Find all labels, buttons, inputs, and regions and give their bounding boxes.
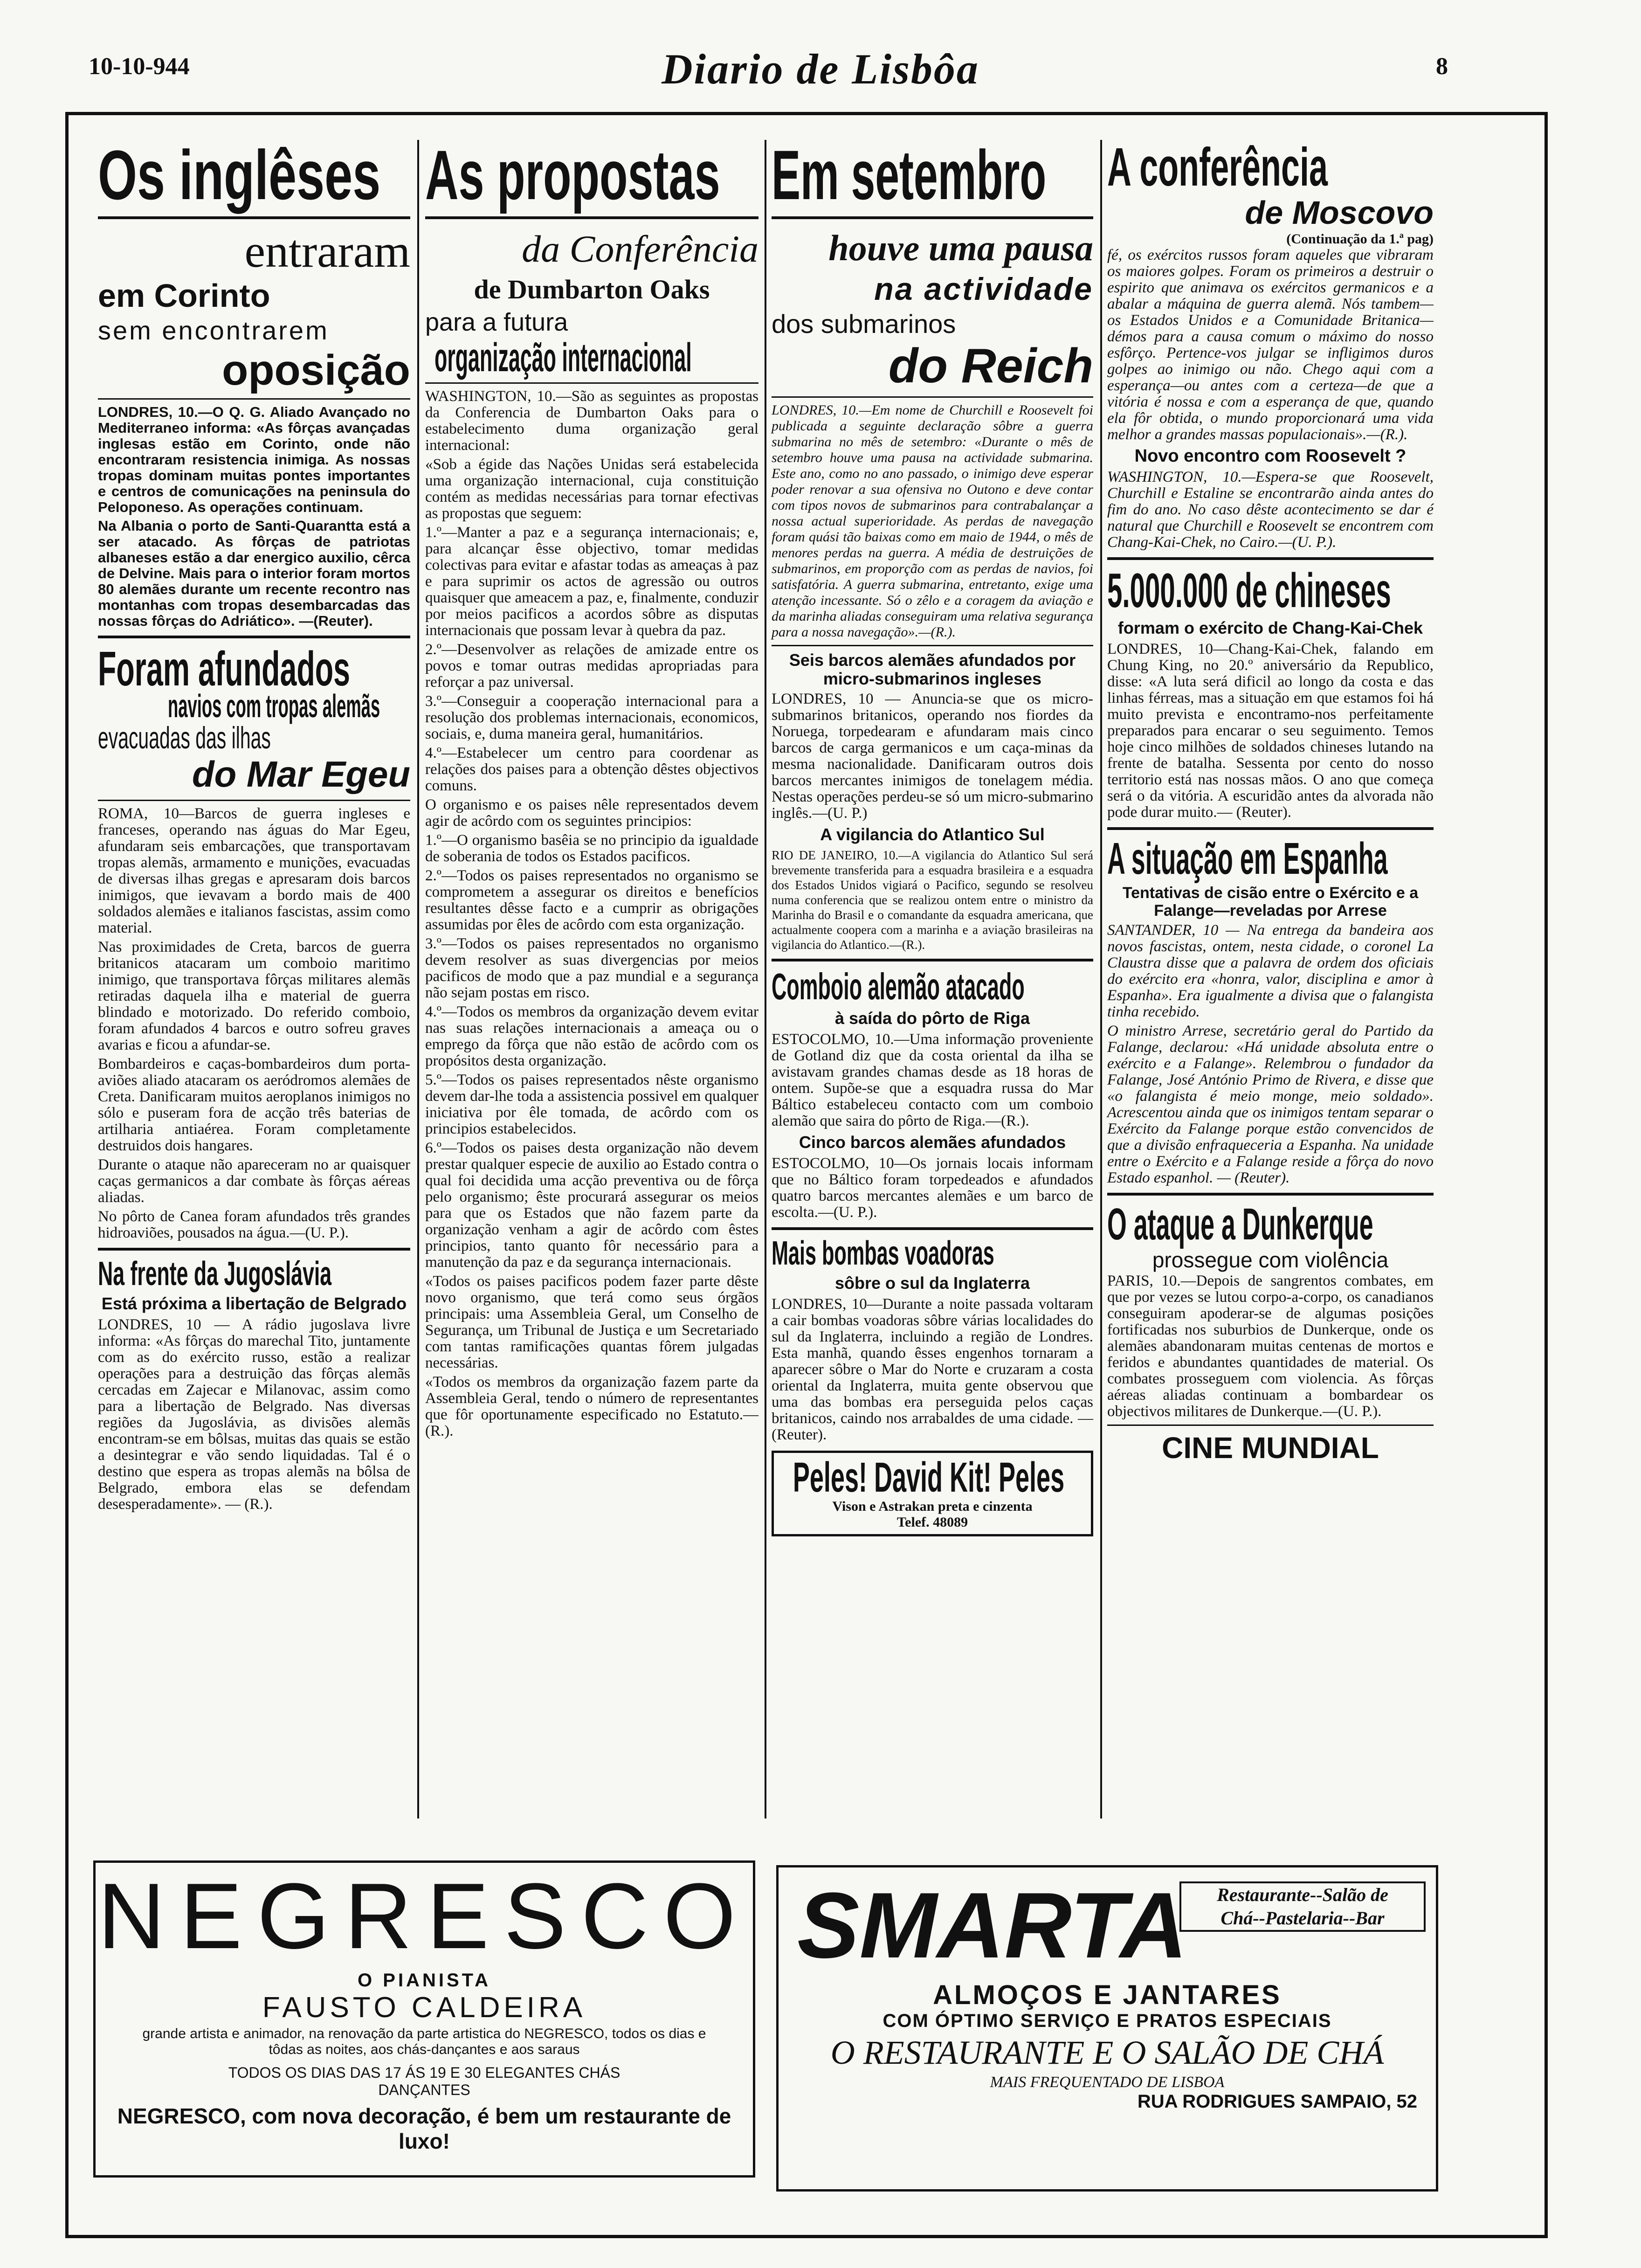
smarta-line-2: COM ÓPTIMO SERVIÇO E PRATOS ESPECIAIS bbox=[883, 2011, 1332, 2031]
peles-ad-title: Peles! David Kit! Peles bbox=[793, 1454, 1065, 1501]
page-number: 8 bbox=[1436, 53, 1448, 80]
peles-ad bbox=[772, 1451, 1093, 1536]
headline-pausa: houve uma pausa bbox=[828, 228, 1093, 268]
headline-submarinos: dos submarinos bbox=[772, 309, 956, 339]
article-paragraph: «Sob a égide das Nações Unidas será estabelecida uma organização internacional, cuja constituição contém as medidas necessárias para tornar efectivas as propostas que seguem: bbox=[425, 456, 758, 522]
article-paragraph: 6.º—Todos os paises desta organização não devem prestar qualquer especie de auxilio ao Estado contra o qual foi decidida uma acção preventiva ou de fôrça pelo organismo; êste procurará assegurar os meios para que os Estados que não fazem parte da organização venham a agir de acôrdo com êstes principios, tanto quanto fôr necessário para a manutenção da paz e da segurança internacionais. bbox=[425, 1140, 758, 1271]
negresco-line-5: NEGRESCO, com nova decoração, é bem um restaurante de luxo! bbox=[117, 2104, 731, 2153]
masthead bbox=[0, 44, 1641, 100]
subheadline-inglaterra: sôbre o sul da Inglaterra bbox=[834, 1273, 1030, 1293]
article-paragraph: RIO DE JANEIRO, 10.—A vigilancia do Atlantico Sul será brevemente transferida para a esquadra brasileira e a esquadra dos Estados Unidos vigiará o Pacifico, segundo se resolveu numa conferencia que se realizou ontem entre o ministro da Marinha do Brasil e o comandante da esquadra americana, que actualmente coopera com a marinha e a aviação brasileiras na vigilancia do Atlantico.—(R.). bbox=[772, 848, 1093, 952]
headline-jugoslavia: Na frente da Jugoslávia bbox=[98, 1255, 332, 1293]
article-paragraph: 3.º—Todos os paises representados no organismo devem resolver as suas divergencias por meios pacificos de modo que a paz mundial e a segurança não sejam postas em risco. bbox=[425, 935, 758, 1001]
smarta-line-5: RUA RODRIGUES SAMPAIO, 52 bbox=[1137, 2091, 1417, 2112]
column-rule bbox=[417, 140, 419, 1819]
headline-moscovo: de Moscovo bbox=[1245, 194, 1434, 231]
column-4 bbox=[1107, 137, 1434, 1465]
article-paragraph: 4.º—Estabelecer um centro para coordenar as relações dos paises para a obtenção dêstes objectivos comuns. bbox=[425, 745, 758, 794]
headline-dunkerque: O ataque a Dunkerque bbox=[1107, 1199, 1373, 1249]
article-paragraph: «Todos os membros da organização fazem parte da Assembleia Geral, tendo o número de representantes que fôr oportunamente especificado no Estatuto.—(R.). bbox=[425, 1374, 758, 1439]
negresco-line-3: grande artista e animador, na renovação da parte artistica do NEGRESCO, todos os dias e tôdas as noites, aos chás-dançantes e aos saraus bbox=[142, 2026, 706, 2057]
headline-ingleses: Os inglêses bbox=[98, 136, 381, 214]
article-paragraph: LONDRES, 10—Chang-Kai-Chek, falando em Chung King, no 20.º aniversário da Republico, disse: «A luta será dificil ao longo da costa e das linhas férreas, mas a situação em que estamos foi há muito prevista e encontramo-nos perfeitamente preparados para encarar o seu seguimento. Temos hoje cinco milhões de soldados chineses lutando na frente de batalha. Sessenta por cento do nosso territorio está nas nossas mãos. O ano que começa será o da vitória. A escuridão antes da alvorada não pode durar muito.— (Reuter). bbox=[1107, 641, 1434, 821]
headline-reich: do Reich bbox=[888, 339, 1093, 393]
headline-actividade: na actividade bbox=[874, 271, 1093, 307]
article-paragraph: 2.º—Todos os paises representados no organismo se comprometem a assegurar os direitos e benefícios resultantes dêsse facto e a cumprir as obrigações assumidas por êles de acôrdo com esta organização. bbox=[425, 867, 758, 933]
issue-date: 10-10-944 bbox=[89, 53, 190, 80]
article-paragraph: PARIS, 10.—Depois de sangrentos combates, em que por vezes se lutou corpo-a-corpo, os canadianos conseguiram apoderar-se de algumas posições fortificadas nos suburbios de Dunkerque, onde os alemães abandonaram muitas centenas de mortos e feridos e abundantes quantidades de material. Os combates prosseguem com violencia. As fôrças aéreas aliadas continuam a bombardear os objectivos militares de Dunkerque.—(U. P.). bbox=[1107, 1272, 1434, 1420]
peles-ad-phone: Telef. 48089 bbox=[896, 1514, 968, 1530]
headline-bombas: Mais bombas voadoras bbox=[772, 1235, 994, 1272]
column-rule bbox=[1100, 140, 1102, 1819]
headline-chineses: 5.000.000 de chineses bbox=[1107, 564, 1391, 618]
headline-evacuadas: evacuadas das ilhas bbox=[98, 720, 271, 755]
negresco-name: NEGRESCO bbox=[97, 1864, 751, 1968]
article-paragraph: SANTANDER, 10 — Na entrega da bandeira aos novos fascistas, ontem, nesta cidade, o coronel La Claustra disse que a palavra de ordem dos oficiais do exército era «honra, valor, disciplina e amor à Espanha». Era igualmente a divisa que o falangista tinha recebido. bbox=[1107, 922, 1434, 1020]
headline-encontrarem: sem encontrarem bbox=[98, 316, 329, 345]
headline-dumbarton: de Dumbarton Oaks bbox=[474, 274, 710, 304]
headline-organizacao: organização internacional bbox=[434, 335, 692, 380]
article-paragraph: LONDRES, 10—Durante a noite passada voltaram a cair bombas voadoras sôbre várias localidades do sul da Inglaterra, incluindo a região de Londres. Esta manhã, quando êsses engenhos tornaram a aparecer sôbre o Mar do Norte e cruzaram a costa oriental da Inglaterra, muita gente observou que uma das bombas era perseguida pelos caças britanicos, caindo nos arrabaldes de uma cidade. —(Reuter). bbox=[772, 1296, 1093, 1443]
column-2 bbox=[425, 136, 759, 1442]
smarta-line-1: ALMOÇOS E JANTARES bbox=[933, 1980, 1282, 2010]
article-paragraph: LONDRES, 10 — Anuncia-se que os micro-submarinos britanicos, operando nos fiordes da Noruega, torpedearam e afundaram mais cinco barcos de carga germanicos e um caça-minas da mesma nacionalidade. Danificaram outros dois barcos mercantes inimigos de tonelagem média. Nestas operações perdeu-se só um micro-submarino inglês.—(U. P.) bbox=[772, 691, 1093, 822]
headline-mar-egeu: do Mar Egeu bbox=[192, 754, 410, 795]
article-paragraph: «Todos os paises pacificos podem fazer parte dêste novo organismo, que terá como seus órgãos principais: uma Assembleia Geral, um Conselho de Segurança, um Tribunal de Justiça e um Secretariado com tantas ramificações quantas fôrem julgadas necessárias. bbox=[425, 1273, 758, 1371]
continuation-note: (Continuação da 1.ª pag) bbox=[1286, 231, 1434, 247]
negresco-ad bbox=[93, 1860, 755, 2178]
column-rule bbox=[765, 140, 766, 1819]
negresco-line-2: FAUSTO CALDEIRA bbox=[262, 1991, 586, 2024]
headline-espanha: A situação em Espanha bbox=[1107, 834, 1388, 884]
negresco-line-1: O PIANISTA bbox=[358, 1970, 491, 1991]
smarta-line-4: MAIS FREQUENTADO DE LISBOA bbox=[990, 2074, 1225, 2091]
subheadline-roosevelt: Novo encontro com Roosevelt ? bbox=[1134, 446, 1407, 466]
article-paragraph: Na Albania o porto de Santi-Quarantta está a ser atacado. As fôrças de patriotas albaneses estão a dar energico auxilio, cêrca de Delvine. Mais para o interior foram mortos 80 alemães durante um recente recontro nas montanhas com tropas desembarcadas das nossas fôrças do Adriático». —(Reuter). bbox=[98, 518, 410, 629]
peles-ad-line: Vison e Astrakan preta e cinzenta bbox=[832, 1499, 1033, 1514]
smarta-tag-line-1: Restaurante--Salão de bbox=[1217, 1884, 1388, 1905]
subheadline-micro-submarinos: Seis barcos alemães afundados por micro-submarinos ingleses bbox=[789, 650, 1076, 688]
headline-navios: navios com tropas alemãs bbox=[168, 688, 380, 724]
article-paragraph: ROMA, 10—Barcos de guerra ingleses e franceses, operando nas águas do Mar Egeu, afundaram seis embarcações, que transportavam tropas alemãs, armamento e munições, evacuadas de diversas ilhas gregas e apresaram dois barcos inimigos, que ievavam a bordo mais de 400 soldados alemães e italianos fascistas, assim como material. bbox=[98, 805, 410, 936]
headline-propostas: As propostas bbox=[425, 136, 720, 214]
article-paragraph: 5.º—Todos os paises representados nêste organismo devem dar-lhe toda a assistencia possivel em qualquer iniciativa por êle tomada, de acôrdo com os principios estabelecidos. bbox=[425, 1072, 759, 1137]
headline-comboio: Comboio alemão atacado bbox=[772, 966, 1025, 1007]
headline-oposicao: oposição bbox=[222, 346, 410, 394]
headline-setembro: Em setembro bbox=[772, 136, 1047, 214]
subheadline-riga: à saída do pôrto de Riga bbox=[834, 1009, 1030, 1028]
article-paragraph: No pôrto de Canea foram afundados três grandes hidroaviões, pousados na água.—(U. P.). bbox=[98, 1208, 410, 1241]
headline-futura: para a futura bbox=[425, 308, 568, 336]
headline-conferencia-moscovo: A conferência bbox=[1107, 137, 1328, 197]
negresco-line-4: TODOS OS DIAS DAS 17 ÁS 19 E 30 ELEGANTES CHÁS DANÇANTES bbox=[228, 2064, 621, 2098]
article-paragraph: WASHINGTON, 10.—Espera-se que Roosevelt, Churchill e Estaline se encontrarão ainda antes do fim do ano. No caso dêste acontecimento se dar é natural que Churchill e Roosevelt se encontrem com Chang-Kai-Chek, no Cairo.—(U. P.). bbox=[1107, 469, 1434, 551]
article-paragraph: O ministro Arrese, secretário geral do Partido da Falange, declarou: «Há unidade absoluta entre o exército e a Falange». Relembrou o fundador da Falange, José António Primo de Rivera, e disse que «o falangista é meio monge, meio soldado». Acrescentou ainda que os inimigos tentam separar o Exército da Falange porque estão convencidos de que a divisão enfraqueceria a Espanha. Na unidade entre o Exército e a Falange reside a fôrça do novo Estado espanhol. — (Reuter). bbox=[1107, 1023, 1434, 1186]
smarta-name: SMARTA bbox=[797, 1874, 1188, 1978]
subheadline-violencia: prossegue com violência bbox=[1152, 1248, 1389, 1272]
article-paragraph: Durante o ataque não apareceram no ar quaisquer caças germanicos a dar combate às fôrças aéreas aliadas. bbox=[98, 1156, 410, 1206]
article-paragraph: ESTOCOLMO, 10.—Uma informação proveniente de Gotland diz que da costa oriental da ilha se avistavam grandes chamas desde as 18 horas de ontem. Supõe-se que a esquadra russa do Mar Báltico estabeleceu contacto com um comboio alemão que saira do pôrto de Riga.—(R.). bbox=[772, 1031, 1093, 1129]
article-paragraph: ESTOCOLMO, 10—Os jornais locais informam que no Báltico foram torpedeados e afundados quatro barcos mercantes alemães e um barco de escolta.—(U. P.). bbox=[772, 1155, 1093, 1221]
subheadline-chang-kai-chek: formam o exército de Chang-Kai-Chek bbox=[1117, 618, 1423, 637]
newspaper-title: Diario de Lisbôa bbox=[662, 45, 979, 93]
article-paragraph: LONDRES, 10 — A rádio jugoslava livre informa: «As fôrças do marechal Tito, juntamente com as do exército russo, estão a realizar operações para a destruição das fôrças alemãs cercadas em Zajecar e Milanovac, assim como para a libertação de Belgrado. Nas diversas regiões da Jugoslávia, as divisões alemãs encontram-se em bôlsas, muitas das quais se estão a desintegrar e vão sendo liquidadas. Tal é o destino que espera as tropas alemãs na bôlsa de Belgrado, embora elas se defendam desesperadamente». — (R.). bbox=[98, 1316, 410, 1513]
article-paragraph: LONDRES, 10.—Em nome de Churchill e Roosevelt foi publicada a seguinte declaração sôbre a guerra submarina no mês de setembro: «Durante o mês de setembro houve uma pausa na actividade submarina. Este ano, como no ano passado, o inimigo deve esperar poder renovar a sua ofensiva no Outono e deve contar com tipos novos de submarinos para contrabalançar a nossa actual superioridade. As perdas de navegação foram quási tão baixas como em maio de 1944, o mês de menores perdas na guerra. A média de destruições de submarinos, em proporção com as perdas de navios, foi satisfatória. A guerra submarina, entretanto, exige uma atenção incessante. Só o zêlo e a coragem da aviação e da marinha aliadas conseguiram uma relativa segurança para a nossa navegação».—(R.). bbox=[772, 402, 1093, 640]
article-paragraph: WASHINGTON, 10.—São as seguintes as propostas da Conferencia de Dumbarton Oaks para o estabelecimento duma organização geral internacional: bbox=[425, 388, 758, 454]
subheadline-cinco-barcos: Cinco barcos alemães afundados bbox=[799, 1133, 1066, 1152]
article-paragraph: Nas proximidades de Creta, barcos de guerra britanicos atacaram um comboio maritimo inimigo, que transportava fôrças militares alemãs retiradas daquela ilha e material de guerra blindado e motorizado. Do referido comboio, foram afundados 4 barcos e outro sofreu graves avarias e ficou a afundar-se. bbox=[98, 939, 410, 1053]
column-3 bbox=[772, 136, 1093, 1536]
cine-mundial: CINE MUNDIAL bbox=[1162, 1431, 1379, 1465]
article-paragraph: 2.º—Desenvolver as relações de amizade entre os povos e tomar outras medidas apropriadas para reforçar a paz universal. bbox=[425, 641, 758, 691]
column-1 bbox=[98, 136, 410, 1515]
smarta-tagline bbox=[1179, 1881, 1426, 1932]
headline-entraram: entraram bbox=[244, 225, 410, 277]
smarta-tag-line-2: Chá--Pastelaria--Bar bbox=[1220, 1908, 1385, 1929]
subheadline-falange: Tentativas de cisão entre o Exército e a Falange—reveladas por Arrese bbox=[1122, 884, 1419, 920]
subheadline-atlantico: A vigilancia do Atlantico Sul bbox=[820, 825, 1045, 844]
headline-corinto: em Corinto bbox=[98, 277, 270, 314]
article-paragraph: Bombardeiros e caças-bombardeiros dum porta-aviões aliado atacaram os aeródromos alemães de Creta. Danificaram muitos aeroplanos inimigos no sólo e puseram fora de acção três baterias de artilharia antiaérea. Foram completamente destruidos dois hangares. bbox=[98, 1056, 410, 1154]
subheadline-belgrado: Está próxima a libertação de Belgrado bbox=[101, 1294, 407, 1313]
article-paragraph: O organismo e os paises nêle representados devem agir de acôrdo com os seguintes principios: bbox=[425, 796, 758, 830]
smarta-ad bbox=[776, 1865, 1438, 2192]
article-paragraph: 3.º—Conseguir a cooperação internacional para a resolução dos problemas internacionais, economicos, sociais, e, duma maneira geral, humanitários. bbox=[425, 693, 758, 742]
headline-afundados: Foram afundados bbox=[98, 642, 350, 696]
article-paragraph: 1.º—O organismo basêia se no principio da igualdade de soberania de todos os Estados pacificos. bbox=[425, 832, 758, 865]
article-paragraph: 4.º—Todos os membros da organização devem evitar nas suas relações internacionais a ameaça ou o emprego da fôrça que não estão de acôrdo com os propósitos desta organização. bbox=[425, 1003, 758, 1069]
article-paragraph: LONDRES, 10.—O Q. G. Aliado Avançado no Mediterraneo informa: «As fôrças avançadas inglesas estão em Corinto, onde não encontraram resistencia inimiga. As nossas tropas dominam muitas pontes importantes e centros de comunicações na peninsula do Peloponeso. As operações continuam. bbox=[98, 404, 410, 515]
article-paragraph: fé, os exércitos russos foram aqueles que vibraram os maiores golpes. Foram os primeiros a destruir o espirito que animava os exércitos germanicos e a abalar a máquina de guerra alemã. Nós tambem—os Estados Unidos e a Comunidade Britanica—démos para a causa comum o máximo do nosso esfôrço. Pertence-vos julgar se infligimos duros golpes ao inimigo ou não. Chego aqui com a esperança—ou antes com a certeza—de que a vitória é nossa e com a esperança de que, quando ela fôr obtida, o mundo proporcionará uma vida melhor a grandes massas populacionais».—(R.). bbox=[1107, 247, 1434, 443]
headline-conferencia: da Conferência bbox=[522, 228, 758, 270]
smarta-line-3: O RESTAURANTE E O SALÃO DE CHÁ bbox=[830, 2034, 1384, 2071]
article-paragraph: 1.º—Manter a paz e a segurança internacionais; e, para alcançar êsse objectivo, tomar medidas colectivas para evitar e afastar todas as ameaças à paz e para suprimir os actos de agressão ou outros quaisquer que ameacem a paz, e, finalmente, conduzir por meios pacificos a acordos sôbre as disputas internacionais que possam levar à quebra da paz. bbox=[425, 524, 758, 639]
